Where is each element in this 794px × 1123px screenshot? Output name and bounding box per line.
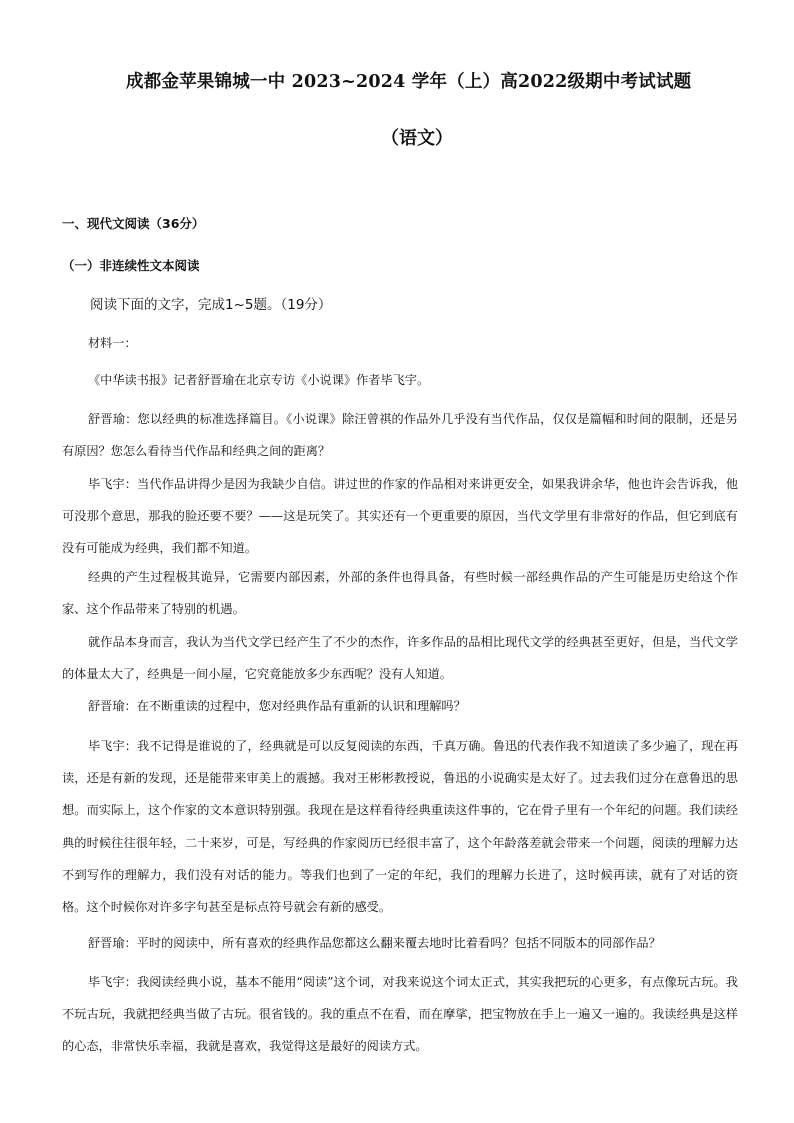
material1-label: 材料一： [88,336,137,350]
paragraph-3: 毕飞宇：当代作品讲得少是因为我缺少自信。讲过世的作家的作品相对来讲更安全，如果我讲余华，他也许会告诉我，他可没那个意思，那我的脸还要不要？——这是玩笑了。其实还有一个更重要的原因，当代文学里有非常好的作品，但它到底有没有可能成为经典，我们都不知道。 [62,477,738,556]
reading-instruction: 阅读下面的文字，完成1~5题。（19分） [90,297,332,313]
paragraph-9: 毕飞宇：我阅读经典小说，基本不能用“阅读”这个词，对我来说这个词太正式，其实我把玩的心更多，有点像玩古玩。我不玩古玩，我就把经典当做了古玩。很省钱的。我的重点不在看，而在摩挲，把宝物放在手上一遍又一遍的。我读经典是这样的心态，非常快乐幸福，我就是喜欢，我觉得这是最好的阅读方式。 [62,975,738,1054]
paragraph-6: 舒晋瑜：在不断重读的过程中，您对经典作品有重新的认识和理解吗？ [88,699,466,713]
exam-subject: （语文） [381,128,453,149]
paragraph-8: 舒晋瑜：平时的阅读中，所有喜欢的经典作品您都这么翻来覆去地时比着看吗？包括不同版本的同部作品？ [88,936,661,950]
paragraph-1: 《中华读书报》记者舒晋瑜在北京专访《小说课》作者毕飞宇。 [88,373,430,387]
exam-title: 成都金苹果锦城一中 2023~2024 学年（上）高2022级期中考试试题 [126,72,692,92]
paragraph-2: 舒晋瑜：您以经典的标准选择篇目。《小说课》除汪曾祺的作品外几乎没有当代作品，仅仅是篇幅和时间的限制，还是另有原因？您怎么看待当代作品和经典之间的距离？ [62,412,738,459]
paragraph-4: 经典的产生过程极其诡异，它需要内部因素，外部的条件也得具备，有些时候一部经典作品的产生可能是历史给这个作家、这个作品带来了特别的机遇。 [62,570,738,617]
paragraph-5: 就作品本身而言，我认为当代文学已经产生了不少的杰作，许多作品的品相比现代文学的经典甚至更好，但是，当代文学的体量太大了，经典是一间小屋，它究竟能放多少东西呢？没有人知道。 [62,635,738,682]
section-heading-part1-1: （一）非连续性文本阅读 [62,258,200,273]
paragraph-7: 毕飞宇：我不记得是谁说的了，经典就是可以反复阅读的东西，千真万确。鲁迅的代表作我不知道读了多少遍了，现在再读，还是有新的发现，还是能带来审美上的震撼。我对王彬彬教授说，鲁迅的小说确实是太好了。过去我们过分在意鲁迅的思想。而实际上，这个作家的文本意识特别强。我现在是这样看待经典重读这件事的，它在骨子里有一个年纪的问题。我们读经典的时候往往很年轻，二十来岁，可是，写经典的作家阅历已经很丰富了，这个年龄落差就会带来一个问题，阅读的理解力达不到写作的理解力，我们没有对话的能力。等我们也到了一定的年纪，我们的理解力长进了，这时候再读，就有了对话的资格。这个时候你对许多字句甚至是标点符号就会有新的感受。 [62,739,738,915]
section-heading-part1: 一、现代文阅读（36分） [62,216,205,231]
